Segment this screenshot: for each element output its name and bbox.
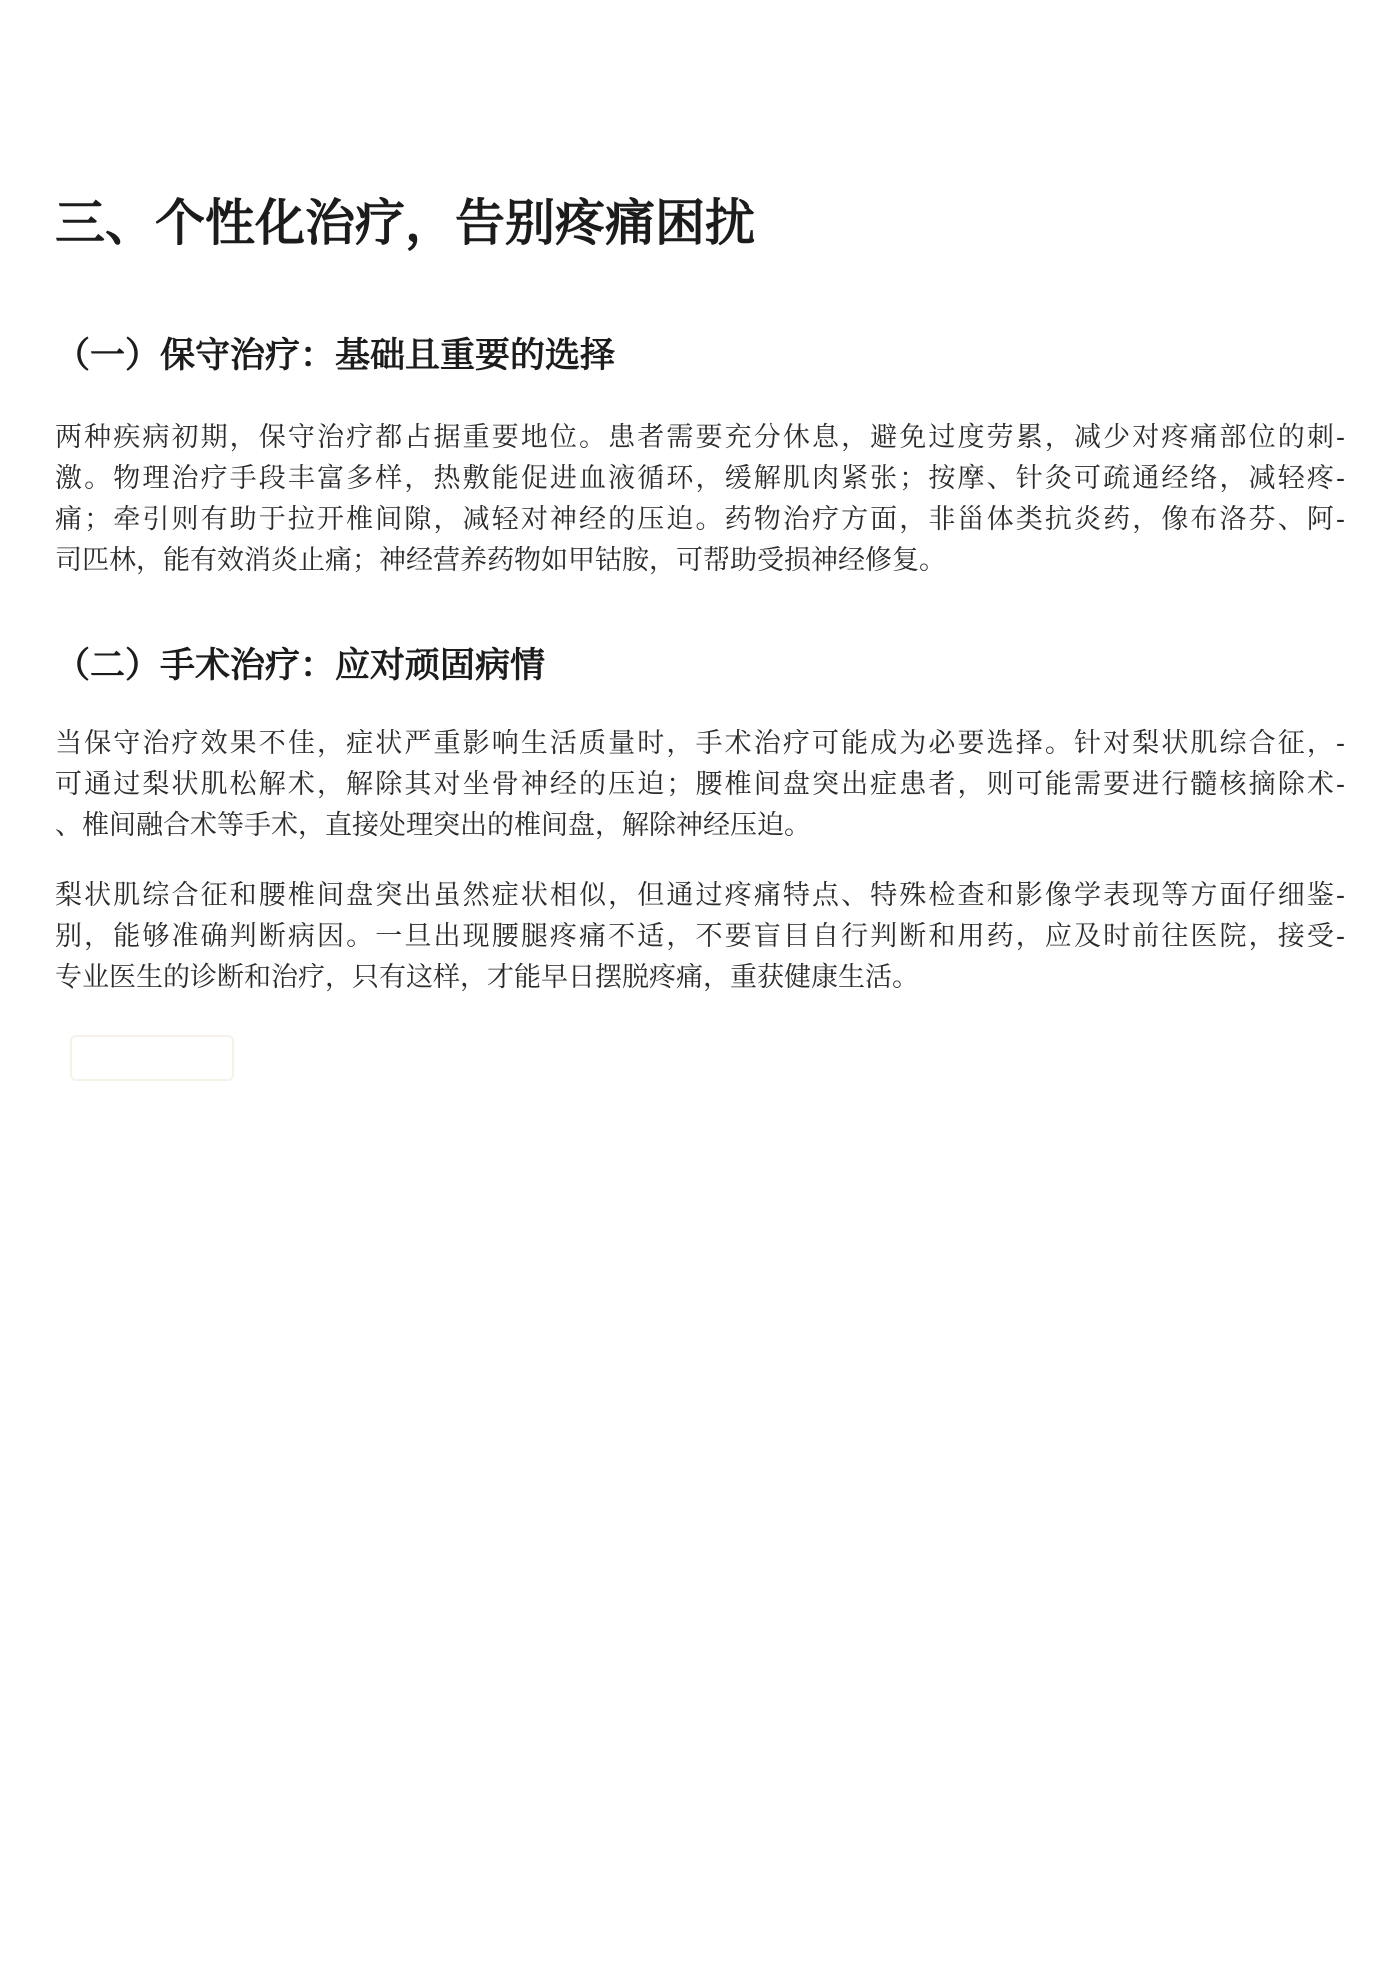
text-line: 痛；牵引则有助于拉开椎间隙，减轻对神经的压迫。药物治疗方面，非甾体类抗炎药，像布洛芬、阿- (55, 504, 1345, 534)
text-line: 当保守治疗效果不佳，症状严重影响生活质量时，手术治疗可能成为必要选择。针对梨状肌综合征，- (55, 728, 1345, 758)
text-line: 梨状肌综合征和腰椎间盘突出虽然症状相似，但通过疼痛特点、特殊检查和影像学表现等方面仔细鉴- (55, 880, 1345, 910)
text-line: 别，能够准确判断病因。一旦出现腰腿疼痛不适，不要盲目自行判断和用药，应及时前往医院，接受- (55, 921, 1345, 951)
text-line: 激。物理治疗手段丰富多样，热敷能促进血液循环，缓解肌肉紧张；按摩、针灸可疏通经络，减轻疼- (55, 463, 1345, 493)
text-line: 两种疾病初期，保守治疗都占据重要地位。患者需要充分休息，避免过度劳累，减少对疼痛部位的刺- (55, 422, 1345, 452)
section-heading-conservative-treatment: （一）保守治疗：基础且重要的选择 (55, 336, 616, 375)
text-line: 、椎间融合术等手术，直接处理突出的椎间盘，解除神经压迫。 (55, 810, 811, 840)
text-line: 可通过梨状肌松解术，解除其对坐骨神经的压迫；腰椎间盘突出症患者，则可能需要进行髓核摘除术- (55, 769, 1345, 799)
page-title: 三、个性化治疗，告别疼痛困扰 (55, 195, 755, 251)
section-heading-surgical-treatment: （二）手术治疗：应对顽固病情 (55, 646, 546, 685)
faint-placeholder-artifact (70, 1035, 234, 1081)
text-line: 司匹林，能有效消炎止痛；神经营养药物如甲钴胺，可帮助受损神经修复。 (55, 545, 946, 575)
paragraph-conservative-treatment (55, 417, 1345, 581)
text-line: 专业医生的诊断和治疗，只有这样，才能早日摆脱疼痛，重获健康生活。 (55, 962, 919, 992)
paragraph-diagnosis-advice (55, 875, 1345, 998)
paragraph-surgical-treatment (55, 723, 1345, 846)
